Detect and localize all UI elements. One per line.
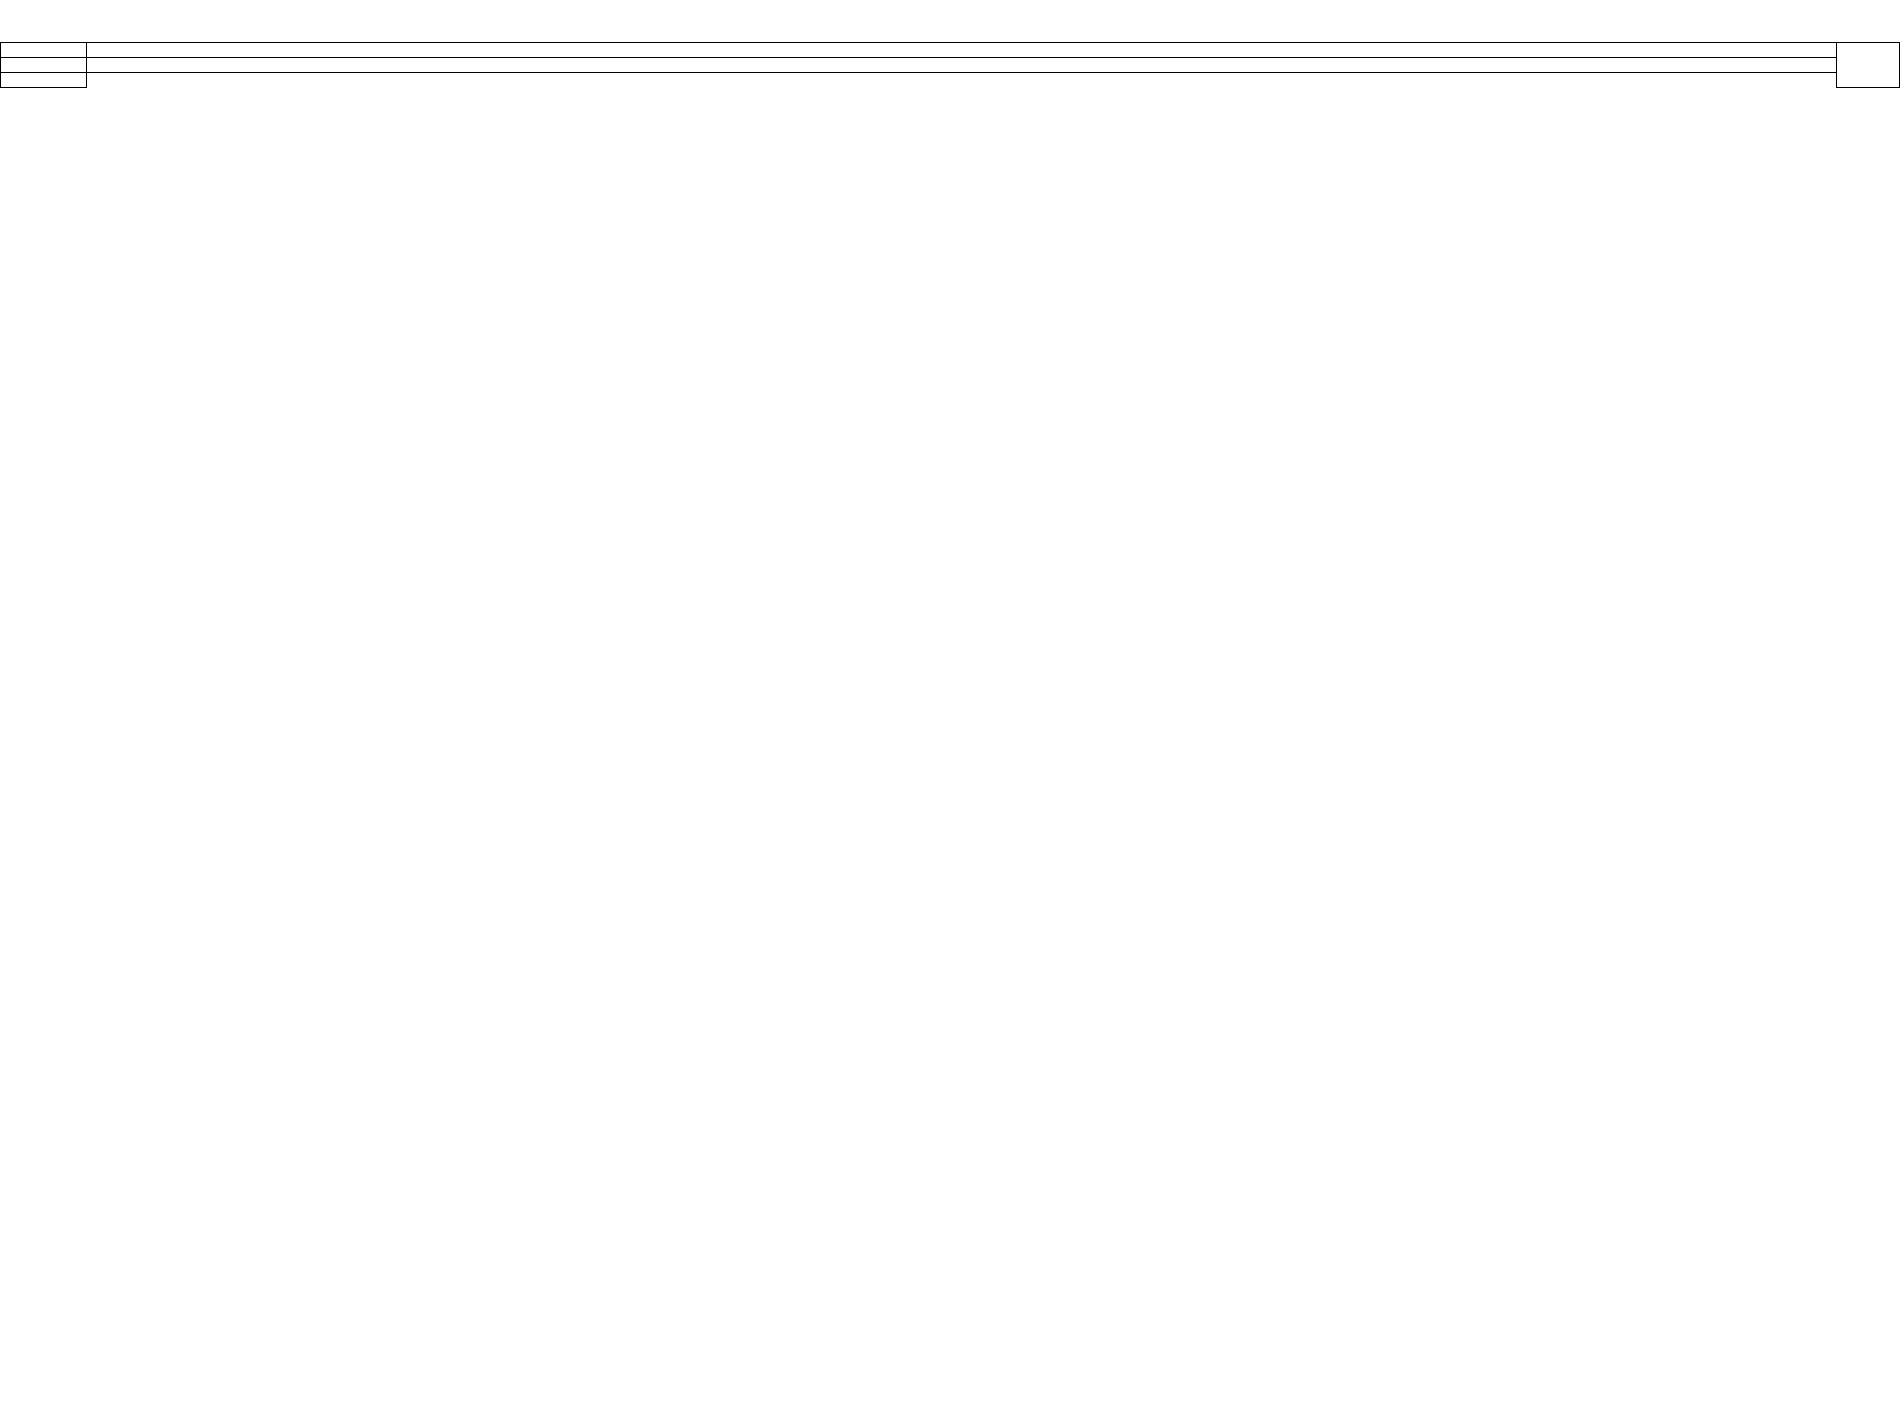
race-kind: [86, 58, 1837, 73]
program-table: [0, 42, 1900, 88]
breed-label: [86, 43, 1837, 58]
total-header: [1837, 43, 1900, 88]
row1-label: [1, 43, 87, 58]
row3-label: [1, 73, 87, 88]
row2-label: [1, 58, 87, 73]
